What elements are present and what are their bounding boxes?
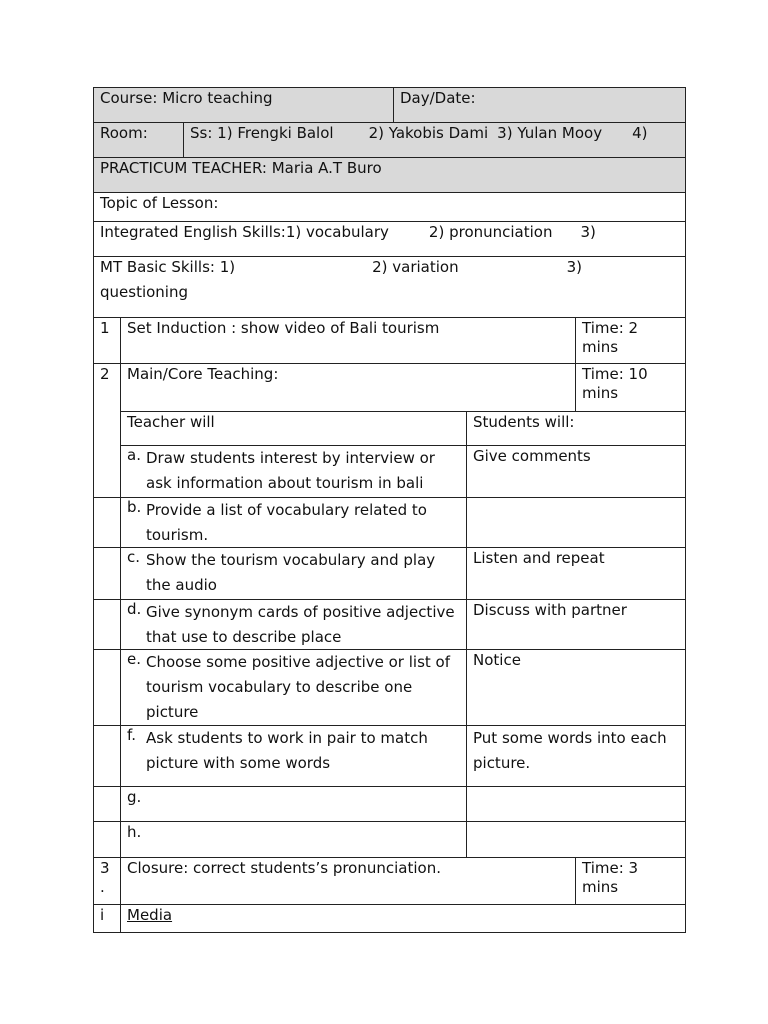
student-1: Ss: 1) Frengki Balol bbox=[190, 124, 334, 142]
activity-c-students bbox=[466, 547, 686, 600]
students-will-text: Students will: bbox=[473, 413, 575, 431]
step-3-number-b: . bbox=[100, 878, 105, 896]
activity-b-spacer bbox=[93, 497, 121, 548]
step-1-text: Set Induction : show video of Bali tourism bbox=[127, 319, 440, 337]
student-3: 3) Yulan Mooy bbox=[497, 124, 603, 142]
teacher-will-header bbox=[120, 411, 467, 446]
activity-f-students-text: Put some words into each picture. bbox=[473, 729, 667, 772]
activity-b-teacher-text: Provide a list of vocabulary related to tourism. bbox=[146, 501, 427, 544]
activity-a-students bbox=[466, 445, 686, 498]
topic-text: Topic of Lesson: bbox=[100, 194, 219, 212]
step-3-number bbox=[93, 857, 121, 905]
activity-a-teacher bbox=[120, 445, 467, 498]
media-label: Media bbox=[127, 906, 173, 924]
step-3-time-cell bbox=[575, 857, 686, 905]
day-date-cell bbox=[393, 87, 686, 123]
english-skills-cell bbox=[93, 221, 686, 257]
activity-g-marker: g. bbox=[127, 788, 142, 806]
student-4: 4) bbox=[632, 124, 648, 142]
step-3-time-a: Time: 3 bbox=[582, 859, 639, 877]
activity-h-students bbox=[466, 821, 686, 858]
activity-e-students-text: Notice bbox=[473, 651, 521, 669]
step-1-time-a: Time: 2 bbox=[582, 319, 639, 337]
step-2-text-cell bbox=[120, 363, 576, 412]
activity-g-students bbox=[466, 786, 686, 822]
activity-a-marker: a. bbox=[127, 446, 141, 464]
practicum-teacher-cell bbox=[93, 157, 686, 193]
step-2-text: Main/Core Teaching: bbox=[127, 365, 279, 383]
step-3-time-b: mins bbox=[582, 878, 619, 896]
activity-f-teacher bbox=[120, 725, 467, 787]
step-3-text-cell bbox=[120, 857, 576, 905]
students-will-header bbox=[466, 411, 686, 446]
activity-h-teacher bbox=[120, 821, 467, 858]
activity-h-marker: h. bbox=[127, 823, 142, 841]
mt-skill-line2: questioning bbox=[100, 283, 189, 301]
activity-d-teacher bbox=[120, 599, 467, 650]
media-cell bbox=[120, 904, 686, 933]
activity-f-spacer bbox=[93, 725, 121, 787]
course-text: Course: Micro teaching bbox=[100, 89, 273, 107]
room-text: Room: bbox=[100, 124, 148, 142]
activity-b-marker: b. bbox=[127, 498, 142, 516]
topic-cell bbox=[93, 192, 686, 222]
step-2-time-a: Time: 10 bbox=[582, 365, 648, 383]
english-skill-1: Integrated English Skills:1) vocabulary bbox=[100, 223, 389, 241]
step-2-time-cell bbox=[575, 363, 686, 412]
activity-e-teacher bbox=[120, 649, 467, 726]
student-2: 2) Yakobis Dami bbox=[368, 124, 489, 142]
activity-c-students-text: Listen and repeat bbox=[473, 549, 605, 567]
mt-skill-1: MT Basic Skills: 1) bbox=[100, 258, 236, 276]
activity-e-teacher-text: Choose some positive adjective or list of tourism vocabulary to describe one picture bbox=[146, 653, 450, 721]
step-2-number bbox=[93, 363, 121, 498]
activity-c-spacer bbox=[93, 547, 121, 600]
activity-c-teacher bbox=[120, 547, 467, 600]
step-1-number-text: 1 bbox=[100, 319, 110, 337]
step-1-time-b: mins bbox=[582, 338, 619, 356]
students-cell bbox=[183, 122, 686, 158]
teacher-will-text: Teacher will bbox=[127, 413, 215, 431]
media-number bbox=[93, 904, 121, 933]
activity-g-teacher bbox=[120, 786, 467, 822]
activity-d-teacher-text: Give synonym cards of positive adjective that use to describe place bbox=[146, 603, 455, 646]
day-date-text: Day/Date: bbox=[400, 89, 476, 107]
room-cell bbox=[93, 122, 184, 158]
step-1-number bbox=[93, 317, 121, 364]
english-skill-3: 3) bbox=[580, 223, 596, 241]
activity-a-students-text: Give comments bbox=[473, 447, 591, 465]
activity-a-teacher-text: Draw students interest by interview or ask information about tourism in bali bbox=[146, 449, 435, 492]
practicum-teacher-text: PRACTICUM TEACHER: Maria A.T Buro bbox=[100, 159, 382, 177]
mt-skill-3: 3) bbox=[566, 258, 583, 276]
mt-skill-2: 2) variation bbox=[372, 258, 459, 276]
activity-b-teacher bbox=[120, 497, 467, 548]
activity-f-students bbox=[466, 725, 686, 787]
activity-c-teacher-text: Show the tourism vocabulary and play the audio bbox=[146, 551, 436, 594]
activity-f-teacher-text: Ask students to work in pair to match picture with some words bbox=[146, 729, 428, 772]
activity-e-spacer bbox=[93, 649, 121, 726]
step-2-time-b: mins bbox=[582, 384, 619, 402]
mt-basic-skills-cell bbox=[93, 256, 686, 318]
english-skill-2: 2) pronunciation bbox=[428, 223, 553, 241]
media-number-text: i bbox=[100, 906, 105, 924]
course-cell bbox=[93, 87, 394, 123]
activity-f-marker: f. bbox=[127, 726, 136, 744]
activity-h-spacer bbox=[93, 821, 121, 858]
activity-g-spacer bbox=[93, 786, 121, 822]
step-1-time-cell bbox=[575, 317, 686, 364]
activity-d-students bbox=[466, 599, 686, 650]
step-1-text-cell bbox=[120, 317, 576, 364]
step-2-number-text: 2 bbox=[100, 365, 110, 383]
activity-d-students-text: Discuss with partner bbox=[473, 601, 627, 619]
activity-e-marker: e. bbox=[127, 650, 141, 668]
activity-d-marker: d. bbox=[127, 600, 142, 618]
step-3-text: Closure: correct students’s pronunciation. bbox=[127, 859, 441, 877]
activity-c-marker: c. bbox=[127, 548, 141, 566]
activity-d-spacer bbox=[93, 599, 121, 650]
activity-e-students bbox=[466, 649, 686, 726]
activity-b-students bbox=[466, 497, 686, 548]
step-3-number-a: 3 bbox=[100, 859, 110, 877]
